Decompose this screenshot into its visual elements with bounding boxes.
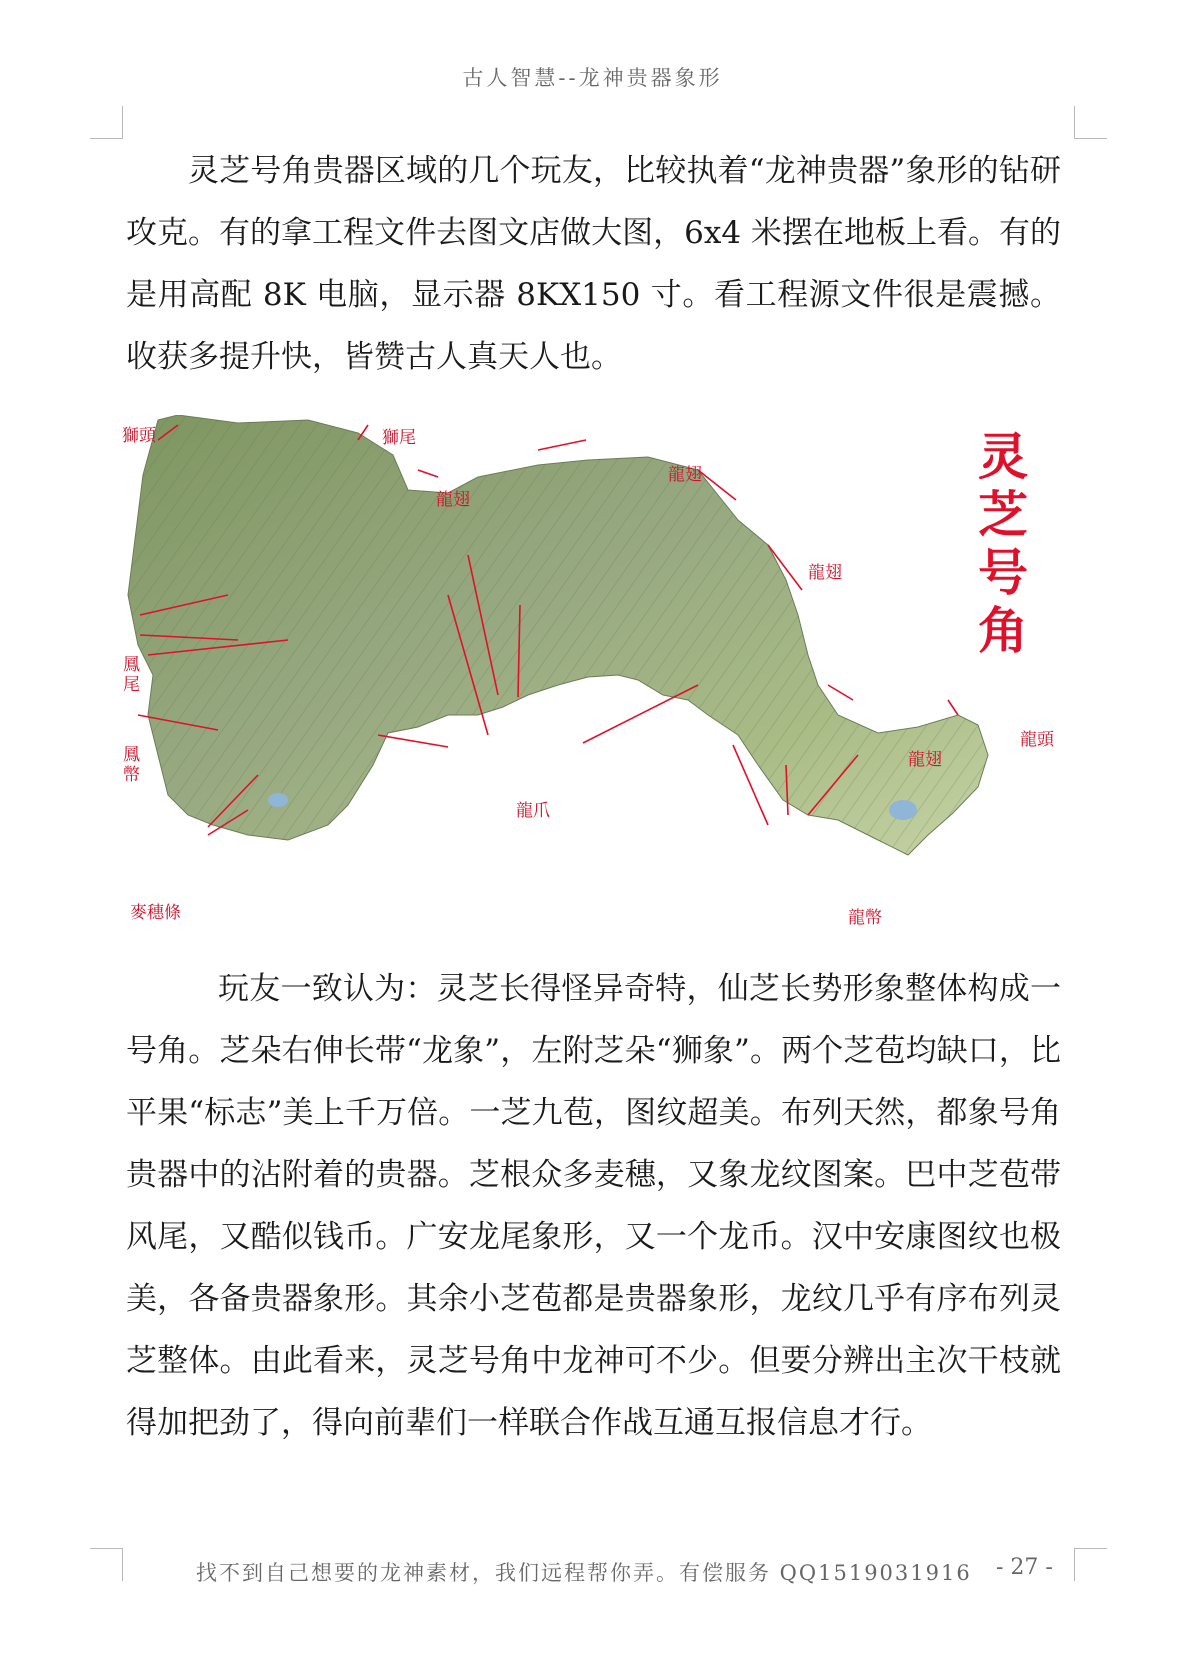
label-fengbi: 鳳幣	[123, 745, 140, 785]
label-shitou: 獅頭	[122, 426, 156, 446]
paragraph-intro: 灵芝号角贵器区域的几个玩友，比较执着“龙神贵器”象形的钻研攻克。有的拿工程文件去图文店做大图，6x4 米摆在地板上看。有的是用高配 8K 电脑，显示器 8KX150 寸。看工程源文件很是震撼。收获多提升快，皆赞古人真天人也。	[126, 153, 1061, 375]
crop-mark-bottom-left	[90, 1548, 123, 1581]
label-shiwei: 獅尾	[382, 428, 416, 448]
label-longbi: 龍幣	[848, 908, 882, 928]
label-longchi-3: 龍翅	[808, 563, 842, 583]
label-longchi-2: 龍翅	[668, 465, 702, 485]
label-longchi-1: 龍翅	[436, 490, 470, 510]
lake-1	[889, 800, 917, 820]
label-longchi-4: 龍翅	[908, 750, 942, 770]
page-footer: 找不到自己想要的龙神素材，我们远程帮你弄。有偿服务 QQ1519031916	[196, 1561, 972, 1585]
lake-2	[268, 793, 288, 807]
map-title: 灵芝号角	[978, 427, 1028, 660]
label-longtou: 龍頭	[1020, 730, 1054, 750]
crop-mark-bottom-right	[1074, 1548, 1107, 1581]
page-number: - 27 -	[996, 1555, 1053, 1580]
terrain-map	[118, 415, 1074, 931]
crop-mark-top-left	[90, 106, 123, 139]
label-longzhua: 龍爪	[516, 801, 550, 821]
crop-mark-top-right	[1074, 106, 1107, 139]
label-fengwei: 鳳尾	[123, 655, 140, 695]
paragraph-discussion: 玩友一致认为：灵芝长得怪异奇特，仙芝长势形象整体构成一号角。芝朵右伸长带“龙象”，左附芝朵“狮象”。两个芝苞均缺口，比平果“标志”美上千万倍。一芝九苞，图纹超美。布列天然，都象号角贵器中的沾附着的贵器。芝根众多麦穗，又象龙纹图案。巴中芝苞带风尾，又酷似钱币。广安龙尾象形，又一个龙币。汉中安康图纹也极美，各备贵器象形。其余小芝苞都是贵器象形，龙纹几乎有序布列灵芝整体。由此看来，灵芝号角中龙神可不少。但要分辨出主次干枝就得加把劲了，得向前辈们一样联合作战互通互报信息才行。	[126, 971, 1061, 1441]
label-maisuitiao: 麥穗條	[130, 903, 181, 923]
page-header: 古人智慧--龙神贵器象形	[462, 66, 723, 90]
